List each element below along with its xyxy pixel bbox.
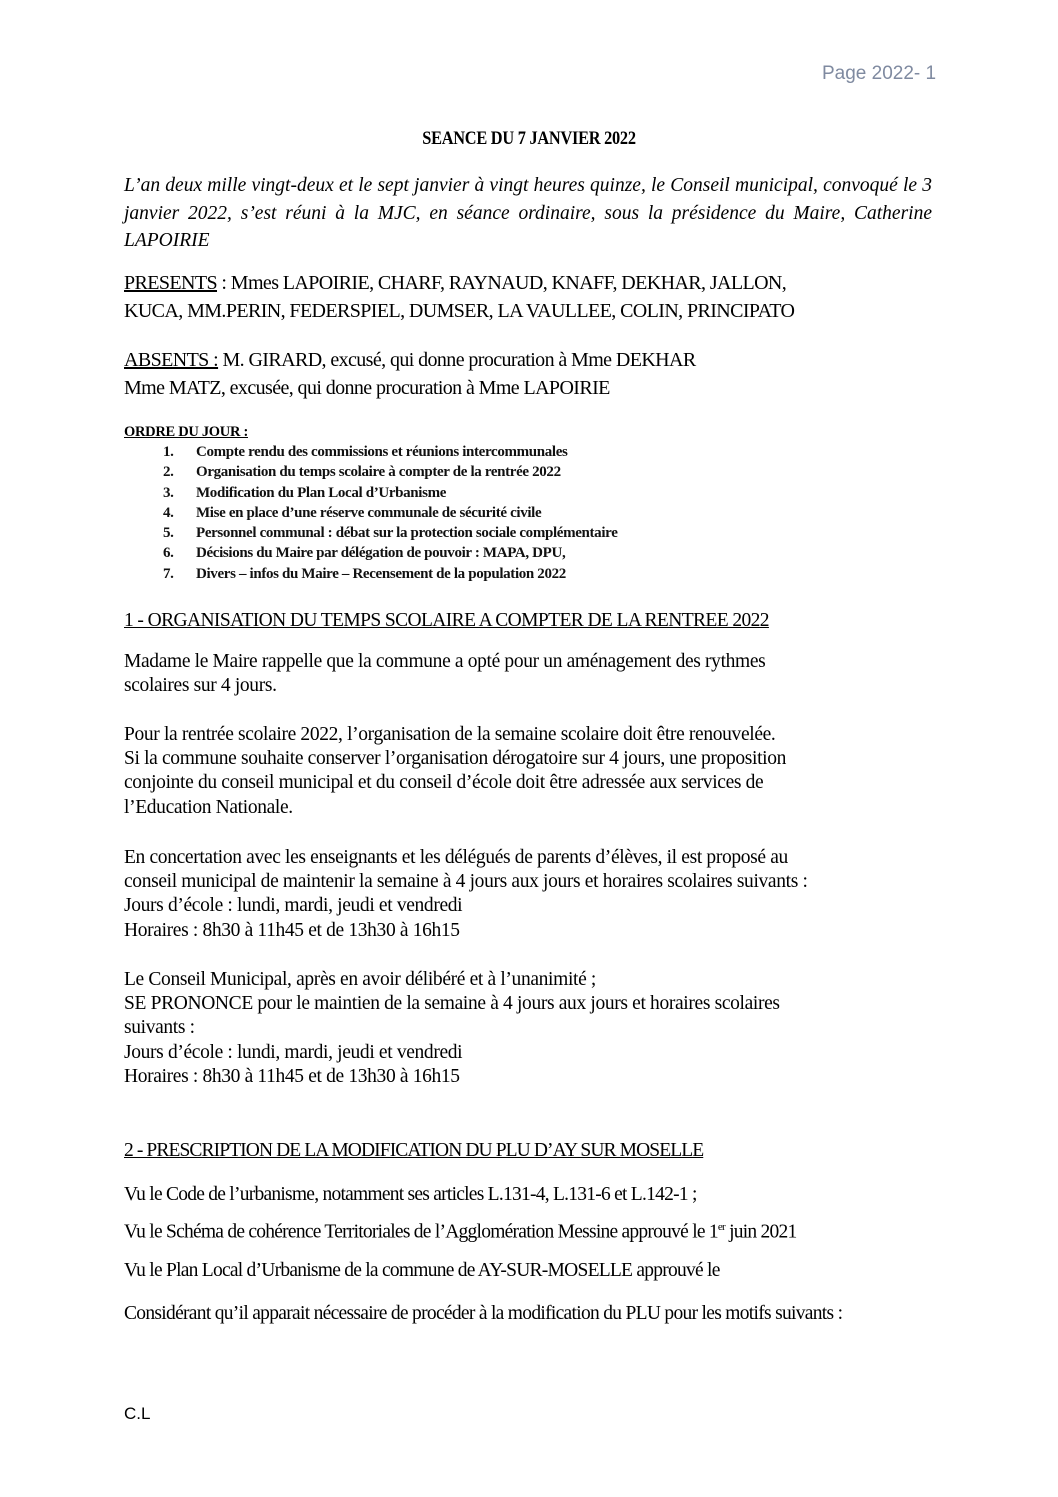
agenda-item-text: Décisions du Maire par délégation de pouvoir : MAPA, DPU, [196,545,566,562]
agenda-list [163,442,618,584]
footer-initials: C.L [124,1404,151,1423]
text-line: suivants : [124,1017,195,1039]
vu-code-urbanisme: Vu le Code de l’urbanisme, notamment ses articles L.131-4, L.131-6 et L.142-1 ; [124,1184,697,1205]
agenda-item [163,564,618,584]
agenda-item-text: Mise en place d’une réserve communale de sécurité civile [196,504,542,521]
text-line: l’Education Nationale. [124,796,293,818]
page-title: SEANCE DU 7 JANVIER 2022 [422,128,636,149]
text-line: Horaires : 8h30 à 11h45 et de 13h30 à 16h15 [124,919,460,941]
presents-label: PRESENTS [124,272,218,294]
agenda-item-text: Compte rendu des commissions et réunions intercommunales [196,444,568,460]
text-line: conjointe du conseil municipal et du conseil d’école doit être adressée aux services de [124,772,764,794]
agenda-title: ORDRE DU JOUR : [124,424,248,440]
agenda-item-text: Personnel communal : débat sur la protection sociale complémentaire [196,525,618,542]
text-line: scolaires sur 4 jours. [124,675,277,697]
section-1-paragraph-3 [124,846,808,943]
agenda-item-number: 1. [163,444,174,460]
section-1-heading: 1 - ORGANISATION DU TEMPS SCOLAIRE A COMPTER DE LA RENTREE 2022 [124,610,769,631]
agenda-item-text: Organisation du temps scolaire à compter de la rentrée 2022 [196,464,561,481]
agenda-item [163,442,618,462]
presents-line-1: : Mmes LAPOIRIE, CHARF, RAYNAUD, KNAFF, DEKHAR, JALLON, [217,272,787,294]
text-line: Jours d’école : lundi, mardi, jeudi et vendredi [124,895,463,917]
agenda-item-number: 2. [163,464,174,481]
text-line: Le Conseil Municipal, après en avoir délibéré et à l’unanimité ; [124,969,596,990]
absents-label: ABSENTS : [124,349,219,371]
section-1-paragraph-1 [124,650,765,698]
agenda-item [163,523,618,543]
presents-line-2: KUCA, MM.PERIN, FEDERSPIEL, DUMSER, LA VAULLEE, COLIN, PRINCIPATO [124,300,795,322]
agenda-item [163,462,618,482]
text-line: SE PRONONCE pour le maintien de la semaine à 4 jours aux jours et horaires scolaires [124,993,780,1015]
considerant-paragraph: Considérant qu’il apparait nécessaire de procéder à la modification du PLU pour les motifs suivants : [124,1303,843,1324]
vu-plan-local: Vu le Plan Local d’Urbanisme de la commune de AY-SUR-MOSELLE approuvé le [124,1260,720,1281]
agenda-item-number: 4. [163,504,174,521]
section-1-paragraph-2 [124,723,786,820]
agenda-item-number: 5. [163,525,174,542]
agenda-item-number: 7. [163,565,174,582]
text-line: En concertation avec les enseignants et les délégués de parents d’élèves, il est proposé au [124,847,788,868]
agenda-item [163,503,618,523]
agenda-item-text: Divers – infos du Maire – Recensement de la population 2022 [196,565,566,582]
text-fragment: juin 2021 [724,1221,797,1243]
text-line: Madame le Maire rappelle que la commune a opté pour un aménagement des rythmes [124,651,766,672]
absents-line-2: Mme MATZ, excusée, qui donne procuration à Mme LAPOIRIE [124,377,610,399]
absents-block [124,346,696,402]
text-fragment: Vu le Schéma de cohérence Territoriales de l’Agglomération Messine approuvé le 1 [124,1221,718,1243]
section-2-heading: 2 - PRESCRIPTION DE LA MODIFICATION DU PLU D’AY SUR MOSELLE [124,1140,704,1161]
page-number: Page 2022- 1 [822,63,937,84]
intro-paragraph: L’an deux mille vingt-deux et le sept janvier à vingt heures quinze, le Conseil municipal, convoqué le 3 janvier 2022, s’est réuni à la MJC, en séance ordinaire, sous la présidence du Maire, Catherine LAPOIRIE [124,175,932,251]
text-line: Jours d’école : lundi, mardi, jeudi et vendredi [124,1041,463,1063]
text-line: Si la commune souhaite conserver l’organisation dérogatoire sur 4 jours, une proposition [124,748,787,770]
presents-block [124,269,794,325]
text-line: Pour la rentrée scolaire 2022, l’organisation de la semaine scolaire doit être renouvelée. [124,724,776,745]
text-line: Horaires : 8h30 à 11h45 et de 13h30 à 16h15 [124,1065,460,1087]
section-1-paragraph-4 [124,968,780,1089]
vu-schema-coherence [124,1221,797,1244]
agenda-item-number: 6. [163,545,174,562]
agenda-item [163,483,618,503]
absents-line-1: M. GIRARD, excusé, qui donne procuration à Mme DEKHAR [218,349,696,371]
superscript: er [717,1221,725,1233]
agenda-item-text: Modification du Plan Local d’Urbanisme [196,484,447,501]
agenda-item [163,543,618,563]
text-line: conseil municipal de maintenir la semaine à 4 jours aux jours et horaires scolaires suivants : [124,871,808,893]
agenda-item-number: 3. [163,484,174,501]
